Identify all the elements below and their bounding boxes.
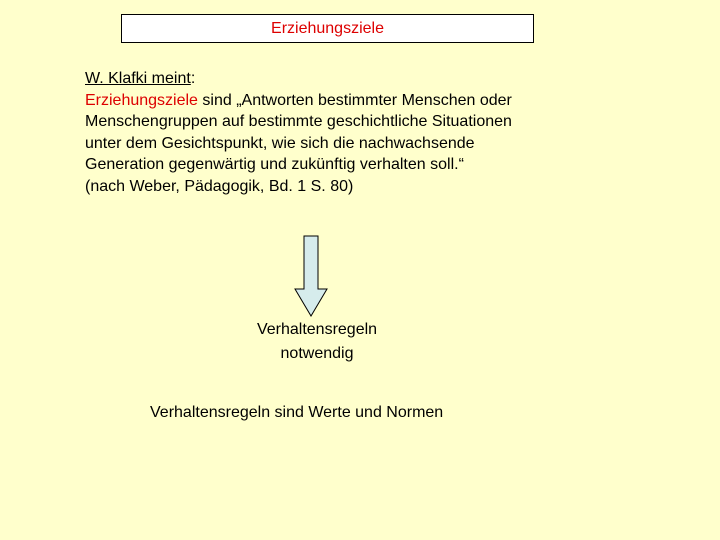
quote-line-3: Menschengruppen auf bestimmte geschichtliche Situationen (85, 113, 512, 130)
quote-author-line (85, 68, 685, 90)
conclusion-text (217, 318, 417, 366)
statement-text: Verhaltensregeln sind Werte und Normen (150, 404, 444, 421)
quote-block (85, 68, 685, 197)
conclusion-line-1: Verhaltensregeln (256, 321, 378, 338)
quote-author: W. Klafki meint (85, 70, 191, 87)
quote-term: Erziehungsziele (85, 91, 198, 109)
slide-title: Erziehungsziele (271, 19, 384, 37)
quote-source: (nach Weber, Pädagogik, Bd. 1 S. 80) (85, 177, 354, 195)
quote-author-colon: : (190, 70, 196, 87)
quote-line-2-rest: sind „Antworten bestimmter Menschen oder (197, 91, 512, 109)
title-box (121, 14, 534, 43)
down-arrow-icon (294, 235, 328, 317)
quote-line-2 (85, 90, 685, 112)
quote-line-5: Generation gegenwärtig und zukünftig verhalten soll.“ (85, 156, 464, 173)
quote-line-4: unter dem Gesichtspunkt, wie sich die nachwachsende (85, 134, 475, 152)
conclusion-line-2: notwendig (280, 345, 354, 362)
